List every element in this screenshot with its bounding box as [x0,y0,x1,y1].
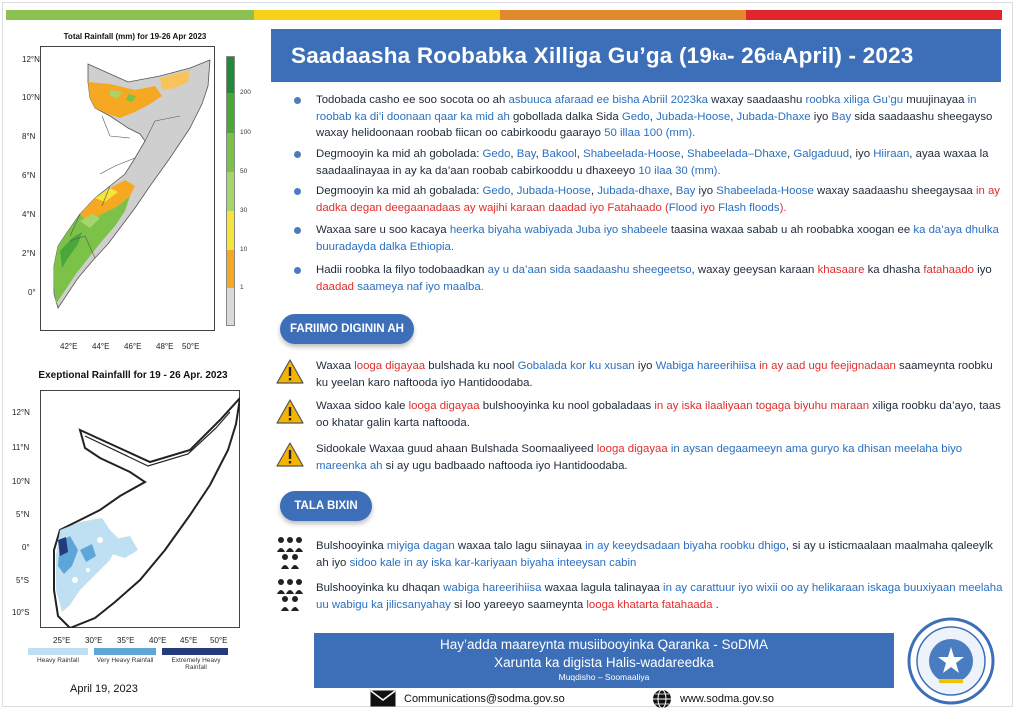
text-run: saameynta roobku ku yeelan karo naftooda iyo Hantidoodaba. [316,360,993,389]
bullet-text [316,262,1006,295]
legend-swatch-heavy [28,648,88,655]
bullet-dot-icon [294,97,301,104]
advice-text [316,538,1006,571]
text-run: waxaa talo lagu siinayaa [454,540,586,552]
globe-icon [652,689,672,709]
map1-lat-label: 12°N [22,55,40,64]
map2-lat-label: 5°S [16,576,29,585]
bullet-text [316,146,1006,179]
text-run: Sidookale Waxaa guud ahaan Bulshada Soomaaliyeed [316,443,597,455]
colorbar-swatch [227,57,234,93]
text-run: iyo [810,110,832,123]
advice-text [316,580,1006,613]
warning-text [316,441,1006,474]
text-run: muujinayaa [903,94,968,106]
text-run: , [730,110,737,123]
text-run: Gedo [482,148,511,160]
warning-icon [276,398,304,426]
legend-label-heavy: Heavy Rainfall [37,657,79,664]
text-run: Jubada-Hoose [516,185,591,197]
colorbar-swatch [227,93,234,133]
text-run: looga digayaa [354,360,426,372]
text-run: Hadii roobka la filyo todobaadkan [316,264,488,276]
agency-name: Hay’adda maareynta musiibooyinka Qaranka - SoDMA [440,637,768,652]
issue-date: April 19, 2023 [70,683,138,695]
page-title [271,29,1001,82]
text-run: , [535,148,542,160]
text-run: sida saadaashu sheegayso waxay helidoonaan roobab fiican oo cabirkoodu gaarayo [316,110,993,139]
text-run: Bakool [541,148,577,160]
text-run: Bay [831,110,852,123]
text-run: in aysan degaameeyn ama guryo ka dhisan meelaha biyo mareenka ah [316,443,963,472]
text-run: si loo yareeyo saameynta [450,598,587,611]
text-run: Gedo [482,185,511,197]
map2-lon-label: 45°E [180,636,198,645]
text-run: waxay saadaashu sheegaysaa [813,185,976,197]
text-run: Jubada-dhaxe [597,185,670,197]
legend-label-very-heavy: Very Heavy Rainfall [96,657,154,664]
text-run: Shabeelada-Hoose [583,148,681,160]
map1-lat-label: 0° [28,288,36,297]
text-run: Hiiraan [873,148,910,160]
map1-lon-label: 46°E [124,342,142,351]
text-run: miyiga dagan [386,540,455,552]
colorbar-label: 100 [240,129,251,136]
agency-footer [314,633,894,688]
text-run: Degmooyin ka mid ah gobolada: [316,148,483,160]
text-run: si ay ugu badbaado naftooda iyo Hantidoodaba. [382,459,628,472]
text-run: , [510,148,517,160]
text-run: . [712,598,719,611]
text-run: iyo [697,201,719,214]
top-stripe-red [746,10,1002,20]
map1-title: Total Rainfall (mm) for 19-26 Apr 2023 [63,32,207,41]
text-run: in ay keeydsadaan biyaha roobku dhigo [585,540,786,552]
text-run: in ay aad ugu feejignadaan [759,360,896,372]
legend-swatch-very-heavy [94,648,156,655]
bullet-dot-icon [294,151,301,158]
text-run: Bay [675,185,696,197]
text-run: looga digayaa [596,443,668,455]
bullet-text [316,183,1006,216]
text-run: Flash floods [718,201,780,214]
text-run: Shabeelada–Dhaxe [686,148,788,160]
forecast-bullet [294,262,1006,295]
colorbar-label: 1 [240,284,244,291]
warning-icon [276,441,304,469]
text-run: Gobalada kor ku xusan [517,360,635,372]
map2-lon-label: 50°E [210,636,228,645]
contact-website[interactable]: www.sodma.gov.so [680,693,774,705]
map2-lat-label: 0° [22,543,30,552]
colorbar-label: 30 [240,207,248,214]
warning-text [316,398,1006,431]
text-run: in ay iska ilaaliyaan togaga biyuhu maraan [654,400,870,412]
colorbar-swatch [227,133,234,172]
map1-lon-label: 42°E [60,342,78,351]
text-run: Waxaa [316,360,355,372]
legend-label-extreme: Extremely Heavy Rainfall [171,657,221,671]
top-stripe-yellow [254,10,500,20]
map1-lat-label: 8°N [22,132,36,141]
colorbar-swatch [227,250,234,288]
text-run: Todobada casho ee soo socota oo ah [316,94,509,106]
text-run: Galgaduud [793,148,850,160]
text-run: Shabeelada-Hoose [716,185,814,197]
text-run: , iyo [849,148,874,160]
map2-lat-label: 5°N [16,510,30,519]
warning-text [316,358,1006,391]
forecast-bullet [294,222,1006,255]
text-run: gobollada dalka Sida [509,110,622,123]
text-run: khasaare [817,264,865,276]
section-warning-messages: FARIIMO DIGININ AH [280,314,414,344]
text-run: iyo [974,264,992,276]
map2-lon-label: 40°E [149,636,167,645]
title-part-c: April) - 2023 [782,42,914,68]
text-run: , [590,185,598,197]
text-run: waxaa lagula talinayaa [541,582,664,594]
text-run: Bulshooyinka [316,540,387,552]
top-stripe-orange [500,10,746,20]
total-rainfall-map [40,46,215,331]
agency-unit: Xarunta ka digista Halis-wadareedka [494,655,714,670]
agency-location: Muqdisho – Soomaaliya [558,672,650,682]
text-run: , [649,110,657,123]
forecast-bullet [294,92,1006,142]
text-run: wabiga hareerihiisa [443,582,542,594]
colorbar-label: 10 [240,246,248,253]
map2-lon-label: 25°E [53,636,71,645]
title-part-a: Saadaasha Roobabka Xilliga Gu’ga (19 [291,42,713,68]
text-run: saameya naf iyo maalba. [357,280,484,293]
map2-lat-label: 10°S [12,608,30,617]
map2-lat-label: 11°N [12,443,30,452]
map2-lat-label: 10°N [12,477,30,486]
warning-item [276,358,1006,391]
text-run: ay u da’aan sida saadaashu sheegeetso [487,264,692,276]
text-run: roobka xiliga Gu’gu [805,94,904,106]
bullet-dot-icon [294,267,301,274]
map2-lon-label: 35°E [117,636,135,645]
text-run: waxay saadaashu [708,94,806,106]
text-run: , [510,185,517,197]
map1-lat-label: 10°N [22,93,40,102]
text-run: Gedo [621,110,650,123]
text-run: , si ay u isticmaalaan maalmaha qaleeylk ah iyo [316,540,993,569]
text-run: iyo [634,360,656,372]
text-run: ). [779,201,787,214]
text-run: sidoo kale in ay iska kar-kariyaan biyaha inteeysan cabin [349,556,637,569]
text-run: daadad [316,280,355,293]
section-advice: TALA BIXIN [280,491,372,521]
title-sub-1: ka [712,48,727,63]
warning-item [276,398,1006,431]
text-run: 50 illaa 100 (mm). [604,127,696,139]
bullet-text [316,92,1006,142]
text-run: bulshada ku nool [425,360,518,372]
text-run: Waxaa sare u soo kacaya [316,224,450,236]
text-run: Jubada-Hoose [656,110,731,123]
top-stripe-green [6,10,254,20]
text-run: , [680,148,687,160]
text-run: , [787,148,794,160]
colorbar-label: 50 [240,168,248,175]
legend-swatch-extreme [162,648,228,655]
colorbar-label: 200 [240,89,251,96]
text-run: taasina waxaa sabab u ah roobabka xoogan ee [667,224,914,236]
title-sub-2: da [766,48,783,63]
warning-item [276,441,1006,474]
text-run: , waxay geeysan karaan [691,264,818,276]
text-run: Bay [516,148,536,160]
sodma-logo [906,617,996,705]
text-run: Flood [668,201,698,214]
text-run: bulshooyinka ku nool gobaladaas [479,400,655,412]
map1-lon-label: 44°E [92,342,110,351]
bullet-dot-icon [294,227,301,234]
colorbar-swatch [227,172,234,211]
text-run: in ay dadka degan deegaanadaas ay wajihi karaan daadad iyo Fatahaado ( [316,185,1000,214]
text-run: iyo [695,185,717,197]
community-icon [276,536,304,570]
email-icon [370,690,396,707]
map1-lat-label: 2°N [22,249,36,258]
colorbar-swatch [227,288,234,325]
text-run: , ayaa waxaa la saadaalinayaa in ay ka da’aan roobab cabirkooddu u dhaxeeyo [316,148,989,177]
text-run: in roobab ka di’i doonaan qaar ka mid ah [316,94,977,123]
map2-title: Exeptional Rainfalll for 19 - 26 Apr. 2023 [38,370,228,381]
map2-lat-label: 12°N [12,408,30,417]
exceptional-rainfall-map [40,390,240,628]
text-run: ka dhasha [864,264,924,276]
text-run: in ay carattuur iyo wixii oo ay helikaraan iskaga buuxiyaan meelaha uu wabigu ka jilicsanyahay [316,582,1003,611]
text-run: 10 ilaa 30 (mm). [638,164,721,177]
text-run: Degmooyin ka mid ah gobalada: [316,185,483,197]
contact-email[interactable]: Communications@sodma.gov.so [404,693,565,705]
text-run: , [576,148,584,160]
forecast-bullet [294,146,1006,179]
text-run: Jubada-Dhaxe [736,110,811,123]
bullet-text [316,222,1006,255]
text-run: looga khatarta fatahaada [586,598,713,611]
title-part-b: - 26 [726,42,767,68]
text-run: Wabiga hareerihiisa [655,360,756,372]
text-run: , [669,185,676,197]
map2-lon-label: 30°E [85,636,103,645]
bullet-dot-icon [294,188,301,195]
warning-icon [276,358,304,386]
community-icon [276,578,304,612]
map1-lat-label: 6°N [22,171,36,180]
text-run: fatahaado [923,264,975,276]
text-run: Waxaa sidoo kale [316,400,409,412]
text-run: looga digayaa [408,400,480,412]
map1-lat-label: 4°N [22,210,36,219]
rainfall-colorbar [226,56,235,326]
text-run: ka da’aya dhulka buuradayda dalka Ethiopia. [316,224,999,253]
text-run: Bulshooyinka ku dhaqan [316,582,444,594]
text-run: xiliga roobku da’ayo, taas oo khatar galin karta naftooda. [316,400,1001,429]
colorbar-swatch [227,211,234,250]
text-run: heerka biyaha wabiyada Juba iyo shabeele [449,224,668,236]
text-run: asbuuca afaraad ee bisha Abriil 2023ka [508,94,709,106]
map1-lon-label: 50°E [182,342,200,351]
forecast-bullet [294,183,1006,216]
map1-lon-label: 48°E [156,342,174,351]
